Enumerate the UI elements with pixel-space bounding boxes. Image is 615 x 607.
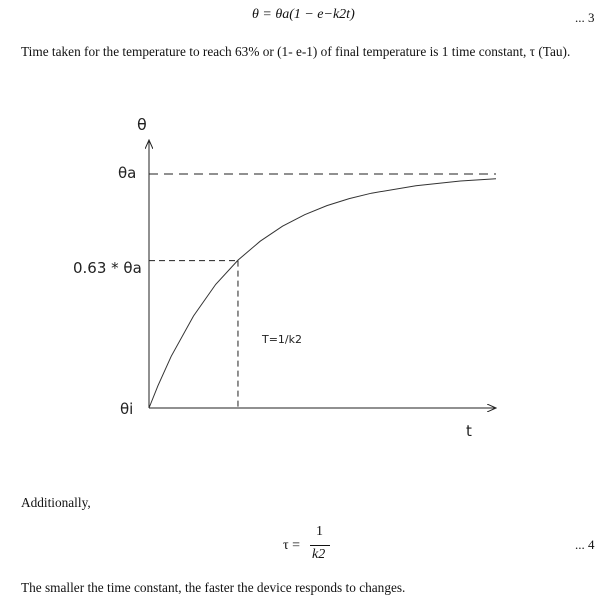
equation-4-number: ... 4 <box>575 537 595 552</box>
fraction-bar <box>310 545 330 546</box>
paragraph-additionally: Additionally, <box>21 495 91 510</box>
theta-a-label: θa <box>118 164 137 182</box>
y-axis-label: θ <box>137 115 147 134</box>
paragraph-conclusion: The smaller the time constant, the faster the device responds to changes. <box>21 580 406 595</box>
equation-3-number: ... 3 <box>575 10 595 25</box>
time-constant-label: T=1/k2 <box>262 333 303 346</box>
equation-4-denominator: k2 <box>312 547 326 562</box>
equation-4-lhs: τ = <box>283 538 301 553</box>
temperature-curve <box>149 179 496 408</box>
equation-3: θ = θa(1 − e−k2t) <box>252 7 355 22</box>
paragraph-time-constant: Time taken for the temperature to reach 63% or (1- e-1) of final temperature is 1 time constant, τ (Tau). <box>21 44 571 59</box>
theta-i-label: θi <box>120 400 134 418</box>
theta-063-label: 0.63 * θa <box>73 259 142 277</box>
x-axis-label: t <box>466 422 472 440</box>
equation-4-numerator: 1 <box>316 524 323 539</box>
